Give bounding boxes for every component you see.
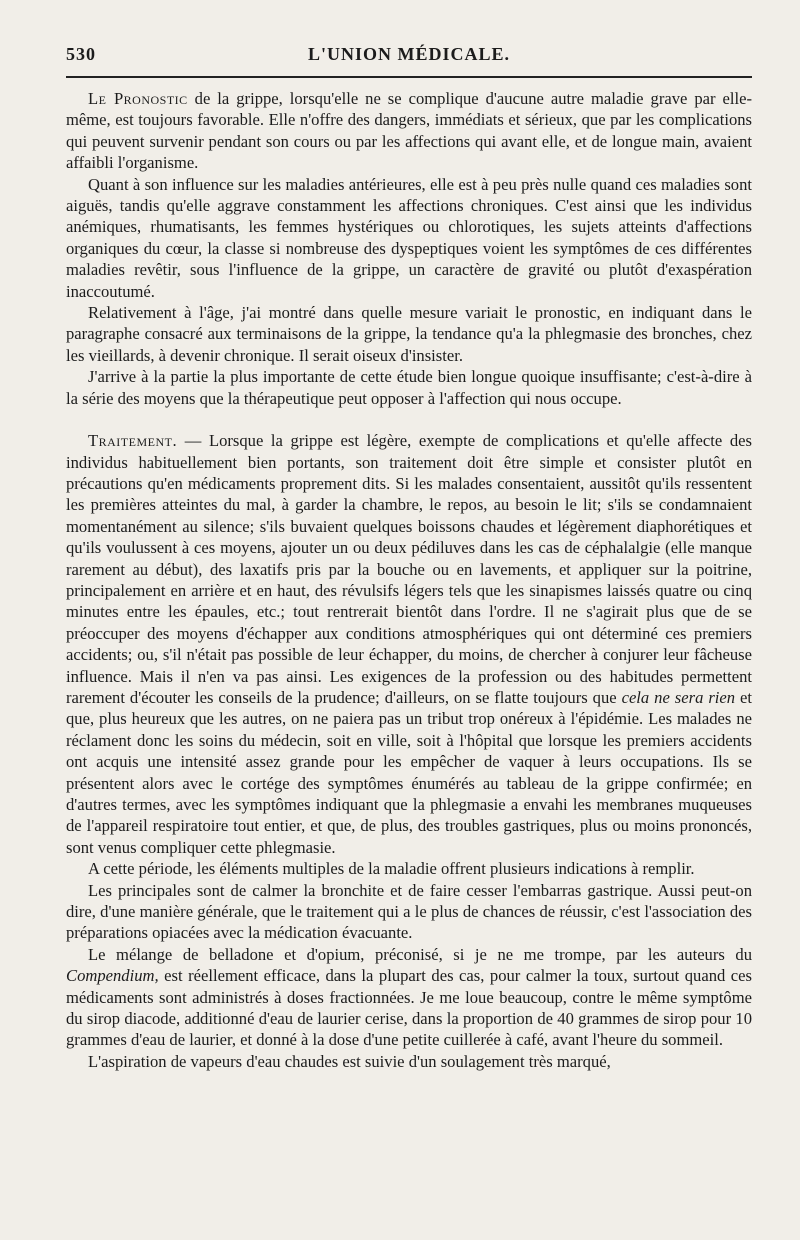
section-gap: [66, 409, 752, 430]
paragraph-text: Le mélange de belladone et d'opium, préconisé, si je ne me trompe, par les auteurs du: [88, 944, 752, 964]
paragraph-text: et que, plus heureux que les autres, on ne paiera pas un tribut trop onéreux à l'épidémie. Les malades ne réclament donc les soins du médecin, soit en ville, soit à l'hôpital que lorsque les premiers accidents ont acquis une intensité assez grande pour les empêcher de vaquer à leurs occupations. Ils se présentent alors avec le cortége des symptômes énumérés au tableau de la grippe confirmée; en d'autres termes, avec les symptômes indiquant que la phlegmasie a envahi les membranes muqueuses de l'appareil respiratoire tout entier, et que, de plus, des troubles gastriques, plus ou moins prononcés, sont venus compliquer cette phlegmasie.: [66, 687, 752, 857]
paragraph-aspiration: L'aspiration de vapeurs d'eau chaudes est suivie d'un soulagement très marqué,: [88, 1051, 611, 1071]
paragraph-periode: A cette période, les éléments multiples de la maladie offrent plusieurs indications à remplir.: [88, 859, 695, 879]
paragraph-influence: Quant à son influence sur les maladies antérieures, elle est à peu près nulle quand ces maladies sont aiguës, tandis qu'elle aggrave constamment les affections chroniques. C'est ainsi que les individus anémiques, rhumatisants, les femmes hystériques ou chlorotiques, les sujets atteints d'affections organiques du cœur, la classe si nombreuse des dyspeptiques voient les symptômes de ces différentes maladies revêtir, sous l'influence de la grippe, un caractère de gravité ou plutôt d'exaspération inaccoutumé.: [66, 174, 752, 301]
paragraph-traitement: [66, 430, 752, 858]
paragraph-text: est réellement efficace, dans la plupart des cas, pour calmer la toux, surtout quand ces médicaments sont administrés à doses fractionnées. Je me loue beaucoup, contre le même symptôme du sirop diacode, additionné d'eau de laurier cerise, dans la proportion de 40 grammes de sirop pour 10 grammes d'eau de laurier, et donné à la dose d'une petite cuillerée à café, avant l'heure du sommeil.: [66, 966, 752, 1050]
page-number: 530: [66, 44, 96, 64]
journal-title: L'UNION MÉDICALE.: [307, 44, 511, 64]
paragraph-age: Relativement à l'âge, j'ai montré dans quelle mesure variait le pronostic, en indiquant dans le paragraphe consacré aux terminaisons de la grippe, la tendance qu'a la phlegmasie des bronches, chez les vieillards, à devenir chronique. Il serait oiseux d'insister.: [66, 303, 752, 365]
header-rule: [66, 76, 752, 78]
paragraph-melange: [66, 944, 752, 1051]
italic-phrase: cela ne sera rien: [621, 687, 736, 707]
paragraph-text: de la grippe, lorsqu'elle ne se complique d'aucune autre maladie grave par elle-même, est toujours favorable. Elle n'offre des dangers, immédiats et sérieux, que par les complications qui peuvent survenir pendant son cours ou par les affections qui avant elle, et de longue main, avaient affaibli l'organisme.: [66, 89, 752, 173]
paragraph-principales: Les principales sont de calmer la bronchite et de faire cesser l'embarras gastrique. Aussi peut-on dire, d'une manière générale, que le traitement qui a le plus de chances de réussir, c'est l'association des préparations opiacées avec la médication évacuante.: [66, 880, 752, 943]
paragraph-transition: J'arrive à la partie la plus importante de cette étude bien longue quoique insuffisante; c'est-à-dire à la série des moyens que la thérapeutique peut opposer à l'affection qui nous occupe.: [66, 367, 752, 408]
section-label-pronostic: Le Pronostic: [88, 89, 188, 108]
paragraph-text: — Lorsque la grippe est légère, exempte de complications et qu'elle affecte des individus habituellement bien portants, son traitement doit être simple et consister plutôt en précautions qu'en médicaments proprement dits. Si les malades consentaient, aussitôt qu'ils ressentent les premières atteintes du mal, à garder la chambre, le repos, au besoin le lit; s'ils se condamnaient momentanément au silence; s'ils buvaient quelques boissons chaudes et légèrement diaphorétiques et qu'ils voulussent à ces moyens, ajouter un ou deux pédiluves dans les cas de céphalalgie (elle manque rarement au début), des laxatifs pris par la bouche ou en lavements, et appliquer sur la poitrine, principalement en arrière et en haut, des révulsifs légers tels que les sinapismes laissés quatre ou cinq minutes entre les épaules, etc.; tout rentrerait bientôt dans l'ordre. Il ne s'agirait plus que de se préoccuper des moyens d'échapper aux conditions atmosphériques qui ont déterminé ces premiers accidents; ou, s'il n'était pas possible de leur échapper, du moins, de chercher à conjurer leur fâcheuse influence. Mais il n'en va pas ainsi. Les exigences de la profession ou des habitudes permettent rarement d'écouter les conseils de la prudence; d'ailleurs, on se flatte toujours que: [66, 431, 752, 707]
section-label-traitement: Traitement.: [88, 431, 178, 451]
paragraph-pronostic: [66, 88, 752, 174]
italic-title: Compendium,: [66, 966, 159, 986]
running-header: [66, 44, 752, 74]
